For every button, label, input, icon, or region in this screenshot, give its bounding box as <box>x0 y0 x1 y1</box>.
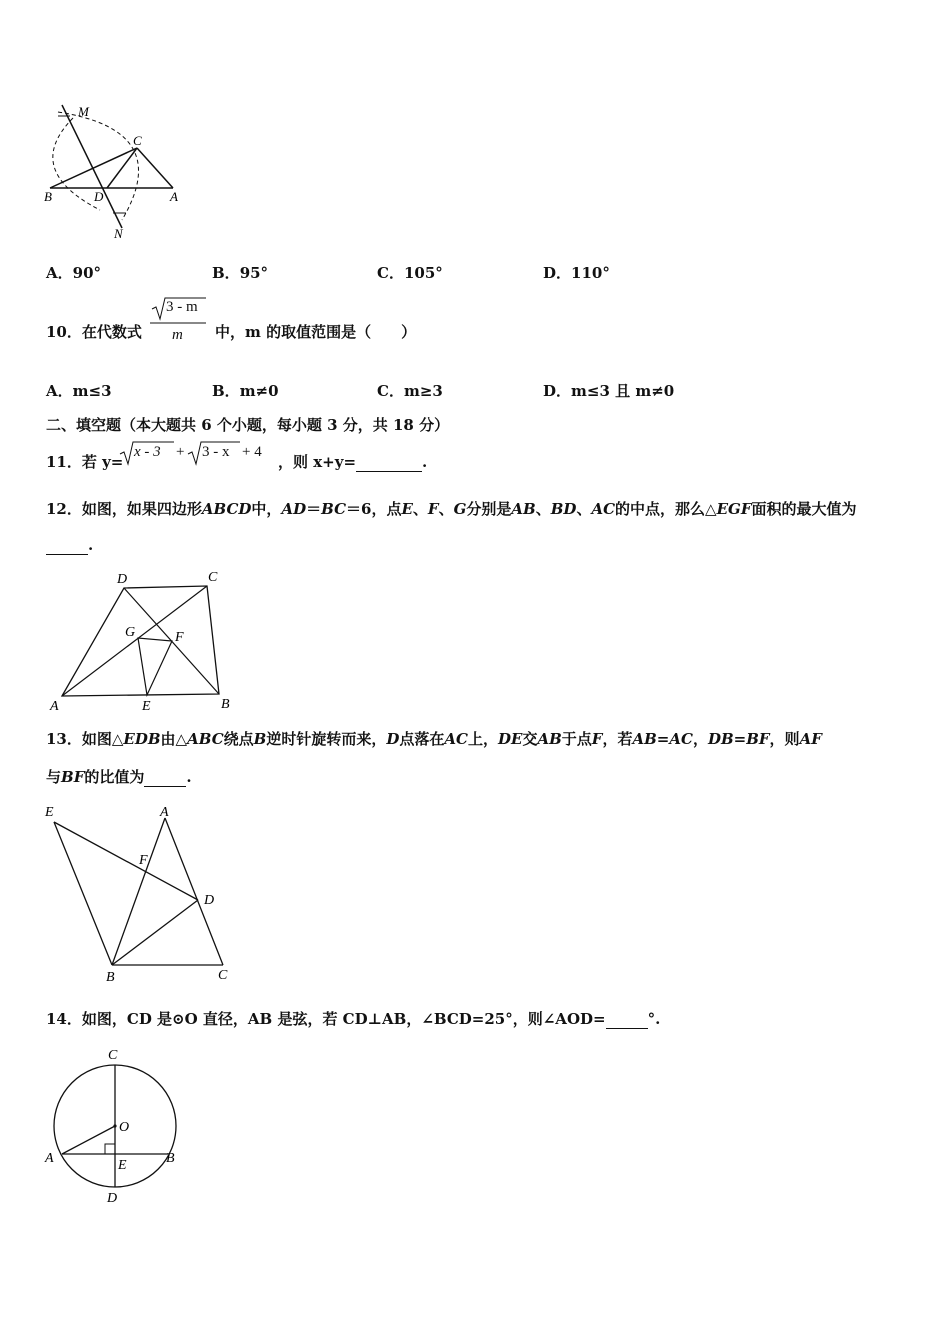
q9-label-a: A <box>170 189 178 204</box>
q9-label-d: D <box>94 189 104 204</box>
q10-option-b[interactable]: B．m≠0 <box>212 382 279 400</box>
q11-plus-2: + 4 <box>242 444 262 460</box>
section-title: 二、填空题（本大题共 6 个小题，每小题 3 分，共 18 分） <box>46 416 450 434</box>
q12-label-a: A <box>50 699 59 714</box>
q12-label-e: E <box>142 699 151 714</box>
q12-figure <box>44 566 244 716</box>
q14-label-o: O <box>119 1120 130 1135</box>
q11-plus-1: + <box>176 444 185 460</box>
q13-label-e: E <box>45 805 54 820</box>
q10-fraction <box>148 295 208 347</box>
q10-suffix: 中，m 的取值范围是（ ） <box>215 323 417 341</box>
q11-answer-blank[interactable] <box>356 453 422 472</box>
q10-radicand: 3 - m <box>166 299 198 315</box>
q11-prefix: 11．若 y= <box>46 453 124 471</box>
q12-label-c: C <box>208 570 218 585</box>
q9-label-c: C <box>133 133 142 148</box>
q13-text-line2: 与BF的比值为 . <box>46 768 192 786</box>
q14-label-d: D <box>107 1191 118 1206</box>
q13-label-f: F <box>139 853 148 868</box>
q14-answer-blank[interactable] <box>606 1010 648 1029</box>
q9-option-a[interactable]: A．90° <box>46 264 102 282</box>
q13-label-c: C <box>218 968 228 983</box>
q14-label-c: C <box>108 1048 118 1063</box>
q13-label-b: B <box>106 970 115 985</box>
q13-answer-blank[interactable] <box>144 768 186 787</box>
q10-prefix: 10．在代数式 <box>46 323 142 341</box>
q11-radicand-1: x - 3 <box>134 444 161 460</box>
q12-text: 12．如图，如果四边形ABCD中，AD＝BC＝6，点E、F、G分别是AB、BD、AC的中点，那么△EGF面积的最大值为 <box>46 500 857 518</box>
q13-label-d: D <box>204 893 215 908</box>
q10-denominator: m <box>172 327 183 343</box>
q12-label-f: F <box>175 630 184 645</box>
q14-label-e: E <box>118 1158 127 1173</box>
q9-option-c[interactable]: C．105° <box>377 264 443 282</box>
q13-label-a: A <box>160 805 169 820</box>
q14-label-a: A <box>45 1151 54 1166</box>
q12-label-g: G <box>125 625 136 640</box>
q11-expression <box>118 438 274 468</box>
q9-label-b: B <box>44 189 52 204</box>
q10-option-a[interactable]: A．m≤3 <box>46 382 112 400</box>
q9-option-b[interactable]: B．95° <box>212 264 269 282</box>
q12-label-d: D <box>117 572 128 587</box>
q14-label-b: B <box>166 1151 175 1166</box>
q14-figure <box>40 1042 185 1207</box>
q12-answer-blank[interactable] <box>46 536 88 555</box>
q12-answer-line: . <box>46 536 93 555</box>
q13-figure <box>40 800 235 985</box>
q9-label-n: N <box>114 226 123 241</box>
q10-option-d[interactable]: D．m≤3 且 m≠0 <box>543 382 675 400</box>
q14-text: 14．如图，CD 是⊙O 直径，AB 是弦，若 CD⊥AB，∠BCD=25°，则∠AOD= °. <box>46 1010 661 1028</box>
q9-option-d[interactable]: D．110° <box>543 264 610 282</box>
q13-text: 13．如图△EDB由△ABC绕点B逆时针旋转而来，D点落在AC上，DE交AB于点F，若AB=AC，DB=BF，则AF <box>46 730 822 748</box>
q9-arc-left <box>53 118 100 210</box>
q12-label-b: B <box>221 697 230 712</box>
q9-label-m: M <box>78 104 89 119</box>
q9-figure <box>40 100 190 245</box>
q11-radicand-2: 3 - x <box>202 444 230 460</box>
q10-option-c[interactable]: C．m≥3 <box>377 382 443 400</box>
q11-suffix: ，则 x+y= . <box>278 453 428 471</box>
